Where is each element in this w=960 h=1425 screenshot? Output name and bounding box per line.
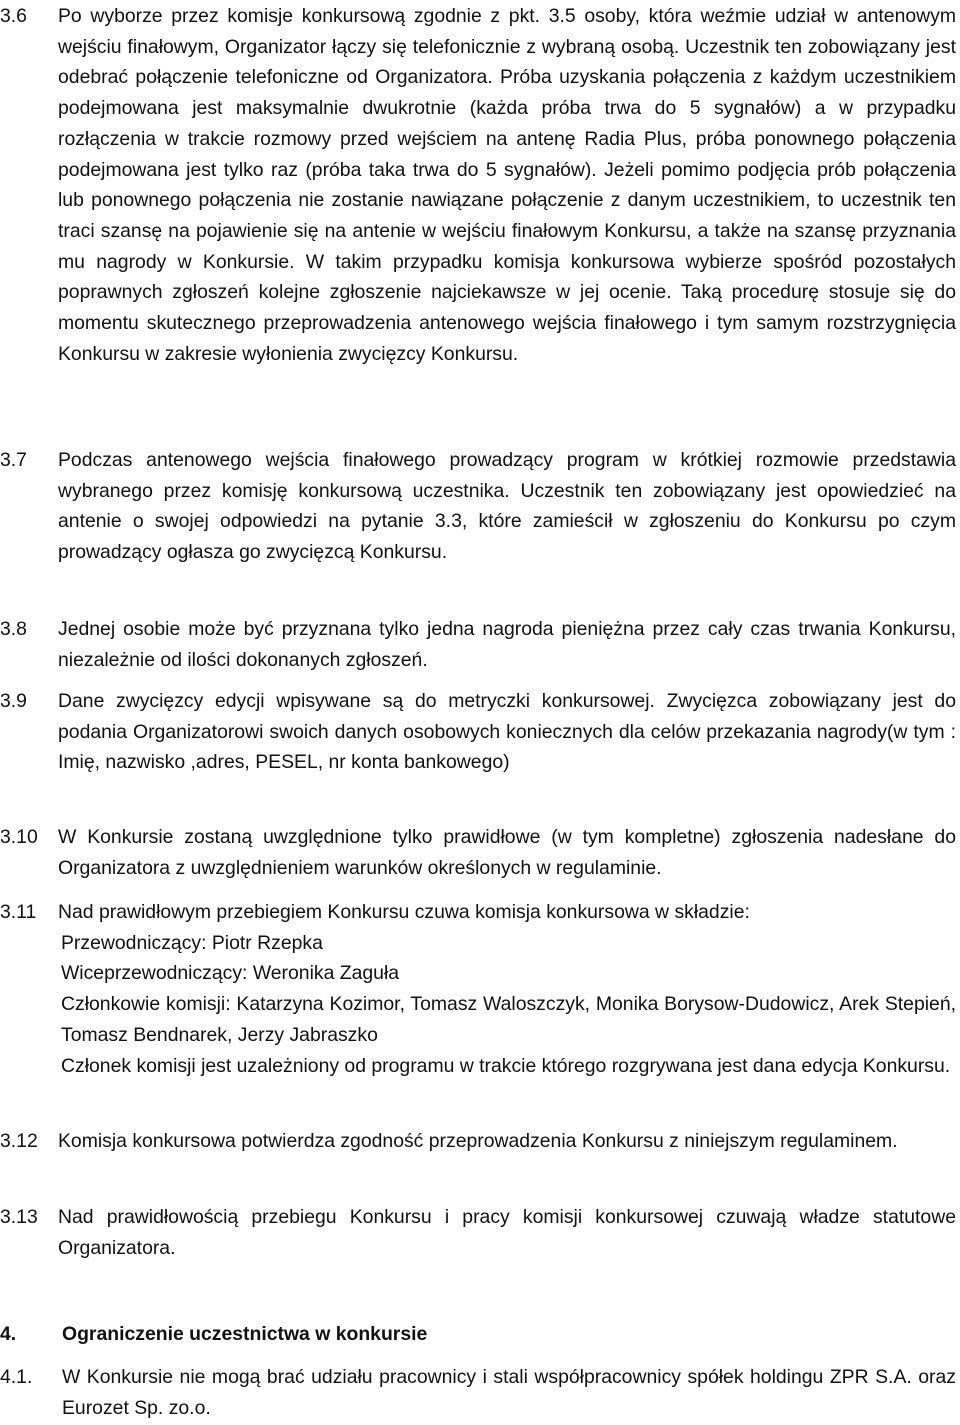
section-text: Nad prawidłowością przebiegu Konkursu i pracy komisji konkursowej czuwają władze statutowe Organizatora. bbox=[58, 1206, 956, 1259]
section-text: Po wyborze przez komisje konkursową zgodnie z pkt. 3.5 osoby, która weźmie udział w antenowym wejściu finałowym, Organizator łączy się telefonicznie z wybraną osobą. Uczestnik ten zobowiązany jest odebrać połączenie telefoniczne od Organizatora. Próba uzyskania połączenia z każdym uczestnikiem podejmowana jest maksymalnie dwukrotnie (każda próba trwa do 5 sygnałów) a w przypadku rozłączenia w trakcie rozmowy przed wejściem na antenę Radia Plus, próba ponownego połączenia podejmowana jest tylko raz (próba taka trwa do 5 sygnałów). Jeżeli pomimo podjęcia prób połączenia lub ponownego połączenia nie zostanie nawiązane połączenie z danym uczestnikiem, to uczestnik ten traci szansę na pojawienie się na antenie w wejściu finałowym Konkursu, a także na szansę przyznania mu nagrody w Konkursie. W takim przypadku komisja konkursowa wybierze spośród pozostałych poprawnych zgłoszeń kolejne zgłoszenie najciekawsze w jej ocenie. Taką procedurę stosuje się do momentu skutecznego przeprowadzenia antenowego wejścia finałowego i tym samym rozstrzygnięcia Konkursu w zakresie wyłonienia zwycięzcy Konkursu. bbox=[58, 5, 956, 365]
chapter-title: Ograniczenie uczestnictwa w konkursie bbox=[62, 1323, 428, 1345]
section-text: Jednej osobie może być przyznana tylko jedna nagroda pieniężna przez cały czas trwania Konkursu, niezależnie od ilości dokonanych zgłoszeń. bbox=[58, 618, 956, 671]
section-number: 3.13 bbox=[0, 1206, 38, 1228]
section-number: 3.7 bbox=[0, 449, 27, 471]
committee-note: Członek komisji jest uzależniony od programu w trakcie którego rozgrywana jest dana edycja Konkursu. bbox=[61, 1054, 951, 1077]
section-text: Dane zwycięzcy edycji wpisywane są do metryczki konkursowej. Zwycięzca zobowiązany jest do podania Organizatorowi swoich danych osobowych koniecznych dla celów przekazania nagrody(w tym : Imię, nazwisko ,adres, PESEL, nr konta bankowego) bbox=[58, 690, 956, 774]
section-number: 3.12 bbox=[0, 1130, 38, 1152]
section-number: 3.8 bbox=[0, 618, 27, 640]
section-number: 3.10 bbox=[0, 826, 38, 848]
chapter-number: 4. bbox=[0, 1323, 17, 1345]
committee-members: Członkowie komisji: Katarzyna Kozimor, Tomasz Waloszczyk, Monika Borysow-Dudowicz, Arek Stepień, Tomasz Bendnarek, Jerzy Jabraszko bbox=[61, 993, 956, 1046]
section-number: 3.6 bbox=[0, 5, 27, 27]
committee-intro: Nad prawidłowym przebiegiem Konkursu czuwa komisja konkursowa w składzie: bbox=[58, 901, 750, 923]
committee-block bbox=[58, 897, 956, 1081]
section-number: 4.1. bbox=[0, 1366, 33, 1388]
section-number: 3.11 bbox=[0, 901, 37, 923]
section-text: W Konkursie nie mogą brać udziału pracownicy i stali współpracownicy spółek holdingu ZPR S.A. oraz Eurozet Sp. zo.o. bbox=[62, 1366, 956, 1419]
section-text: Komisja konkursowa potwierdza zgodność przeprowadzenia Konkursu z niniejszym regulaminem. bbox=[58, 1130, 898, 1152]
section-text: W Konkursie zostaną uwzględnione tylko prawidłowe (w tym kompletne) zgłoszenia nadesłane do Organizatora z uwzględnieniem warunków określonych w regulaminie. bbox=[58, 826, 956, 879]
committee-vice: Wiceprzewodniczący: Weronika Zaguła bbox=[61, 962, 400, 985]
committee-chair: Przewodniczący: Piotr Rzepka bbox=[61, 931, 323, 954]
section-text: Podczas antenowego wejścia finałowego prowadzący program w krótkiej rozmowie przedstawia wybranego przez komisję konkursową uczestnika. Uczestnik ten zobowiązany jest opowiedzieć na antenie o swojej odpowiedzi na pytanie 3.3, które zamieścił w zgłoszeniu do Konkursu po czym prowadzący ogłasza go zwycięzcą Konkursu. bbox=[58, 449, 956, 564]
section-number: 3.9 bbox=[0, 690, 27, 712]
